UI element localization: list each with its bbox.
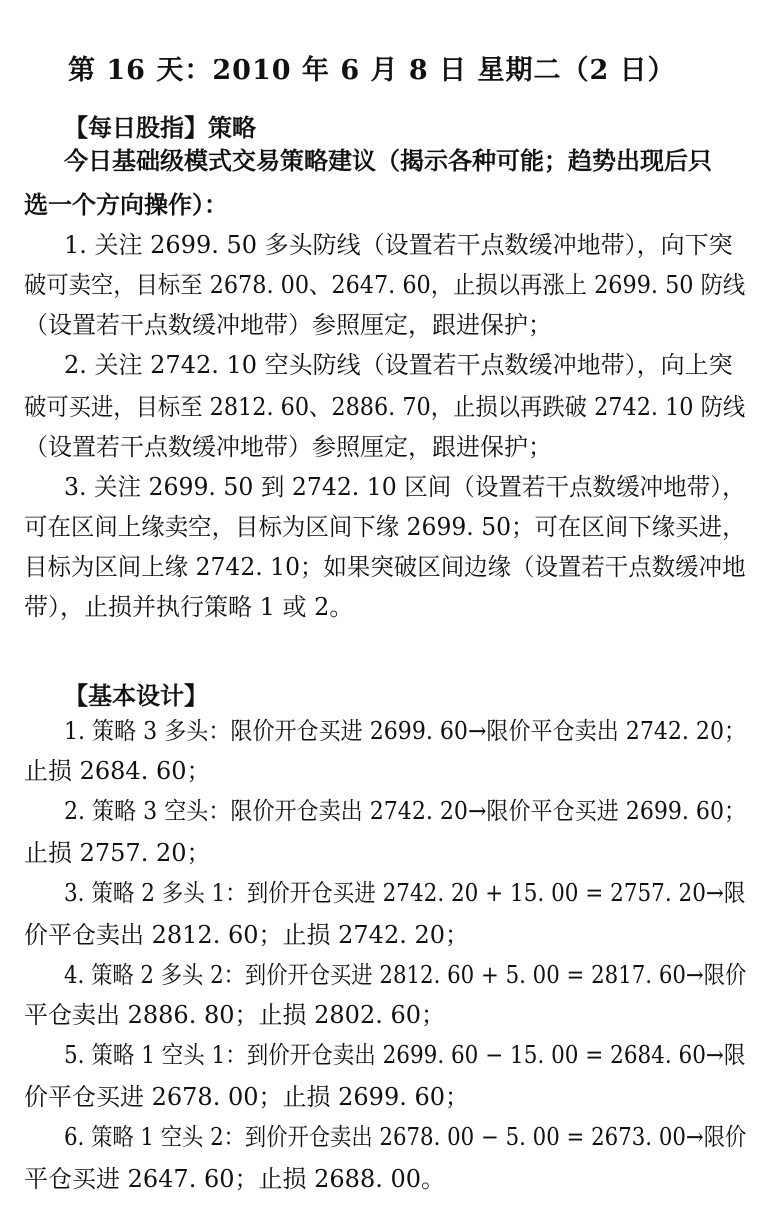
design-item-line: 平仓卖出 2886. 80；止损 2802. 60； xyxy=(24,1001,446,1029)
design-item-line: 6. 策略 1 空头 2：到价开仓卖出 2678. 00 − 5. 00 = 2673. 00→限价 xyxy=(64,1123,747,1151)
strategy-item-line: 破可买进，目标至 2812. 60、2886. 70，止损以再跌破 2742. 10 防线 xyxy=(24,393,746,421)
strategy-item-line: 可在区间上缘卖空，目标为区间下缘 2699. 50；可在区间下缘买进， xyxy=(24,513,746,541)
design-heading: 【基本设计】 xyxy=(64,681,208,710)
design-item-line: 3. 策略 2 多头 1：到价开仓买进 2742. 20 + 15. 00 = 2757. 20→限 xyxy=(64,879,746,907)
design-item-line: 1. 策略 3 多头：限价开仓买进 2699. 60→限价平仓卖出 2742. 20； xyxy=(64,717,747,745)
strategy-item-line: （设置若干点数缓冲地带）参照厘定，跟进保护； xyxy=(24,311,552,339)
strategy-item-line: （设置若干点数缓冲地带）参照厘定，跟进保护； xyxy=(24,433,552,461)
strategy-item-line: 破可卖空，目标至 2678. 00、2647. 60，止损以再涨上 2699. 50 防线 xyxy=(24,271,746,299)
strategy-item-line: 目标为区间上缘 2742. 10；如果突破区间边缘（设置若干点数缓冲地 xyxy=(24,553,746,581)
design-item-line: 价平仓卖出 2812. 60；止损 2742. 20； xyxy=(24,921,470,949)
strategy-item-line: 带），止损并执行策略 1 或 2。 xyxy=(24,593,354,621)
design-item-line: 平仓买进 2647. 60；止损 2688. 00。 xyxy=(24,1165,446,1193)
design-item-line: 4. 策略 2 多头 2：到价开仓买进 2812. 60 + 5. 00 = 2817. 60→限价 xyxy=(64,961,747,989)
strategy-intro-line: 今日基础级模式交易策略建议（揭示各种可能；趋势出现后只 xyxy=(64,146,712,175)
design-item-line: 2. 策略 3 空头：限价开仓卖出 2742. 20→限价平仓买进 2699. 60； xyxy=(64,797,747,825)
design-item-line: 止损 2684. 60； xyxy=(24,757,211,785)
strategy-heading: 【每日股指】策略 xyxy=(64,113,256,142)
strategy-item-line: 1. 关注 2699. 50 多头防线（设置若干点数缓冲地带），向下突 xyxy=(64,231,733,259)
strategy-item-line: 3. 关注 2699. 50 到 2742. 10 区间（设置若干点数缓冲地带）， xyxy=(64,473,746,501)
page-title: 第 16 天：2010 年 6 月 8 日 星期二（2 日） xyxy=(68,55,676,86)
strategy-item-line: 2. 关注 2742. 10 空头防线（设置若干点数缓冲地带），向上突 xyxy=(64,351,733,379)
design-item-line: 价平仓买进 2678. 00；止损 2699. 60； xyxy=(24,1083,470,1111)
strategy-intro-line: 选一个方向操作）： xyxy=(24,190,228,219)
design-item-line: 5. 策略 1 空头 1：到价开仓卖出 2699. 60 − 15. 00 = 2684. 60→限 xyxy=(64,1041,746,1069)
design-item-line: 止损 2757. 20； xyxy=(24,839,211,867)
